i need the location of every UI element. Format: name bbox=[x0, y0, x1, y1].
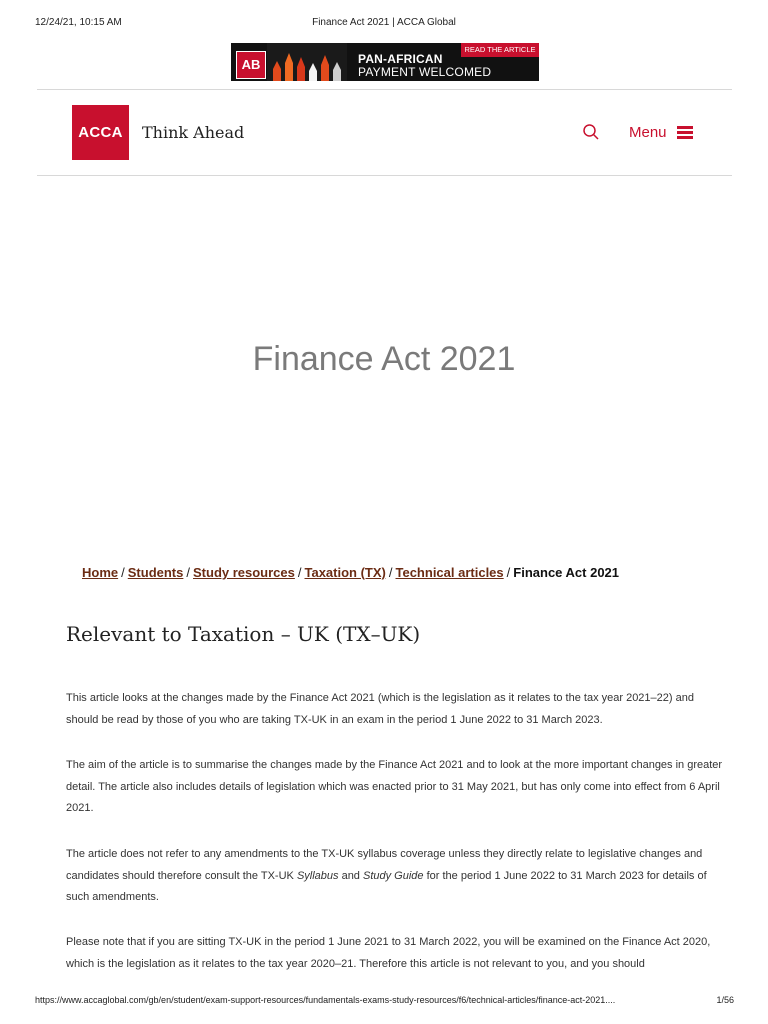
breadcrumb-students[interactable]: Students bbox=[127, 565, 184, 580]
acca-logo[interactable]: ACCA bbox=[72, 105, 129, 160]
read-article-button[interactable]: READ THE ARTICLE bbox=[461, 43, 539, 57]
article-paragraph bbox=[66, 844, 726, 909]
article-paragraph bbox=[66, 932, 726, 975]
print-page-number: 1/56 bbox=[716, 995, 734, 1005]
breadcrumb bbox=[82, 565, 619, 580]
print-url: https://www.accaglobal.com/gb/en/student/exam-support-resources/fundamentals-exams-study-resources/f6/technical-articles/finance-act-2021.... bbox=[35, 995, 616, 1005]
breadcrumb-separator: / bbox=[121, 565, 125, 580]
breadcrumb-separator: / bbox=[388, 565, 393, 580]
paragraph-text-part: The article does not refer to any amendments to the TX-UK syllabus coverage unless they directly relate to legislative changes and candidates should therefore consult the TX-UK bbox=[66, 848, 703, 882]
article-paragraph bbox=[66, 755, 726, 820]
breadcrumb-home[interactable]: Home bbox=[82, 565, 119, 580]
print-page-title: Finance Act 2021 | ACCA Global bbox=[312, 17, 456, 28]
breadcrumb-study-resources[interactable]: Study resources bbox=[193, 565, 295, 580]
print-footer bbox=[0, 995, 768, 1009]
breadcrumb-taxation[interactable]: Taxation (TX) bbox=[304, 565, 386, 580]
hamburger-icon bbox=[677, 126, 693, 138]
paragraph-text bbox=[66, 844, 726, 909]
ad-logo: AB bbox=[236, 51, 266, 79]
ad-banner[interactable] bbox=[231, 43, 539, 81]
menu-label: Menu bbox=[629, 123, 667, 141]
paragraph-text: The aim of the article is to summarise the changes made by the Finance Act 2021 and to look at the more important changes in greater detail. The article also includes details of legislation which was enacted prior to 31 May 2021, but has only come into effect from 6 April 2021. bbox=[66, 759, 723, 814]
paragraph-text: Please note that if you are sitting TX-UK in the period 1 June 2021 to 31 March 2022, you will be examined on the Finance Act 2020, which is the legislation as it relates to the tax year 2020–21. Therefore this article is not relevant to you, and you should bbox=[66, 936, 711, 970]
tagline: Think Ahead bbox=[142, 123, 245, 142]
paragraph-text-part: and bbox=[338, 869, 363, 882]
print-timestamp: 12/24/21, 10:15 AM bbox=[35, 17, 122, 28]
syllabus-reference: Syllabus bbox=[296, 869, 339, 882]
breadcrumb-separator: / bbox=[186, 565, 190, 580]
breadcrumb-separator: / bbox=[506, 565, 511, 580]
breadcrumb-separator: / bbox=[297, 565, 302, 580]
paragraph-text-part: for the period 1 June 2022 to 31 March 2023 for details of such amendments. bbox=[66, 869, 707, 903]
search-icon[interactable] bbox=[582, 123, 600, 141]
header-divider-bottom bbox=[37, 175, 732, 176]
print-header bbox=[0, 17, 768, 31]
header-divider-top bbox=[37, 89, 732, 90]
skyline-image bbox=[267, 43, 347, 81]
study-guide-reference: Study Guide bbox=[362, 869, 424, 882]
ad-subheadline: PAYMENT WELCOMED bbox=[358, 65, 492, 79]
ad-headline: PAN-AFRICAN bbox=[358, 52, 443, 66]
article-subtitle: Relevant to Taxation – UK (TX–UK) bbox=[66, 622, 421, 646]
breadcrumb-technical-articles[interactable]: Technical articles bbox=[395, 565, 504, 580]
article-paragraph bbox=[66, 688, 726, 731]
page-title: Finance Act 2021 bbox=[252, 340, 516, 378]
menu-button[interactable] bbox=[629, 122, 693, 142]
paragraph-text: This article looks at the changes made by the Finance Act 2021 (which is the legislation as it relates to the tax year 2021–22) and should be read by those of you who are taking TX-UK in an exam in the period 1 June 2022 to 31 March 2023. bbox=[66, 692, 694, 726]
breadcrumb-current: Finance Act 2021 bbox=[513, 565, 620, 580]
